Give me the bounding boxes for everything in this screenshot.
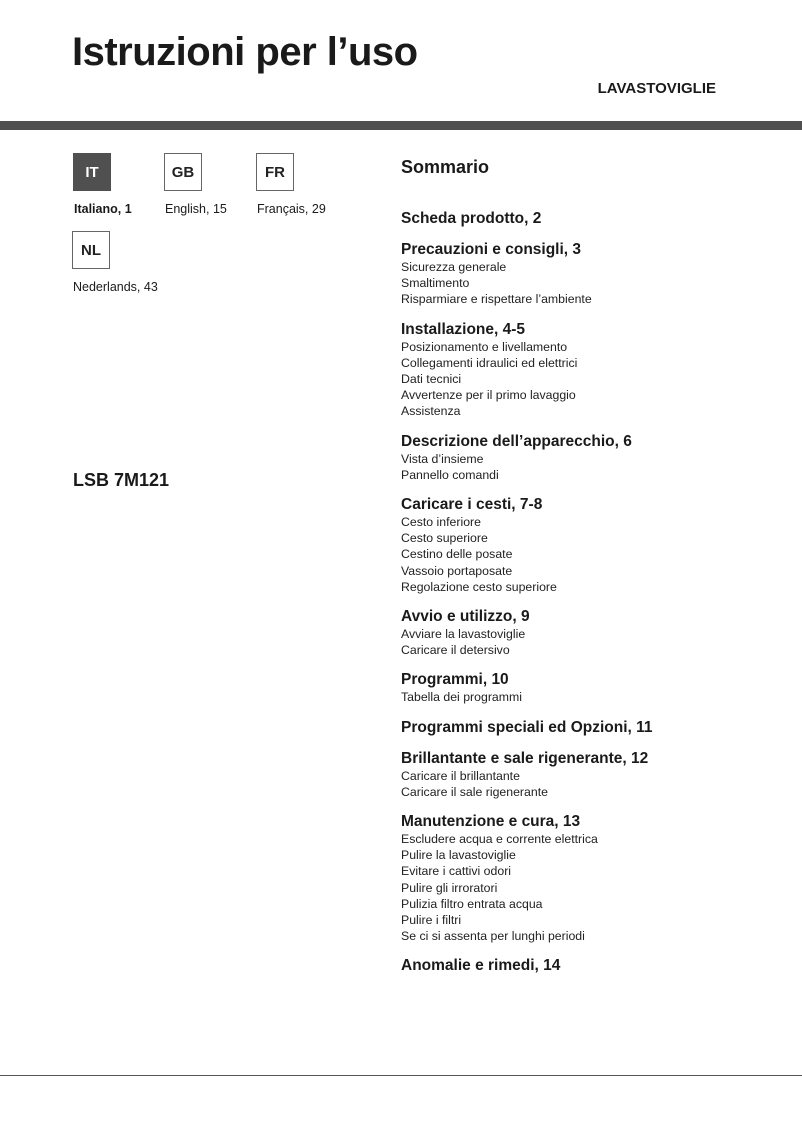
language-code-box[interactable]: IT xyxy=(73,153,111,191)
toc-section-title[interactable]: Installazione, 4-5 xyxy=(401,320,526,338)
toc-subitem[interactable]: Cestino delle posate xyxy=(401,547,513,562)
model-number: LSB 7M121 xyxy=(73,470,170,490)
toc-subitem[interactable]: Caricare il brillantante xyxy=(401,768,520,783)
toc-section xyxy=(401,956,781,975)
toc-subitem[interactable]: Dati tecnici xyxy=(401,372,462,387)
page-title: Istruzioni per l’uso xyxy=(72,30,418,74)
toc-section xyxy=(401,320,781,420)
toc-subitem[interactable]: Pulire gli irroratori xyxy=(401,880,498,895)
toc-subitem[interactable]: Pannello comandi xyxy=(401,467,499,482)
toc-section xyxy=(401,749,781,800)
toc-section-title[interactable]: Programmi, 10 xyxy=(401,671,509,689)
toc-subitem[interactable]: Tabella dei programmi xyxy=(401,690,522,705)
toc-subitem[interactable]: Cesto inferiore xyxy=(401,515,481,530)
table-of-contents xyxy=(401,209,781,987)
toc-section xyxy=(401,240,781,308)
toc-subitem[interactable]: Sicurezza generale xyxy=(401,260,507,274)
toc-section-title[interactable]: Descrizione dell’apparecchio, 6 xyxy=(401,432,632,450)
toc-section-title[interactable]: Avvio e utilizzo, 9 xyxy=(401,608,530,626)
toc-section xyxy=(401,607,781,658)
language-nl[interactable] xyxy=(72,231,158,294)
language-label[interactable]: Nederlands, 43 xyxy=(73,280,158,294)
toc-subitem[interactable]: Pulire i filtri xyxy=(401,913,462,928)
toc-section xyxy=(401,812,781,944)
toc-subitem[interactable]: Vista d’insieme xyxy=(401,451,484,466)
toc-subitem[interactable]: Risparmiare e rispettare l’ambiente xyxy=(401,292,592,307)
toc-section-title[interactable]: Anomalie e rimedi, 14 xyxy=(401,957,561,975)
toc-section xyxy=(401,432,781,483)
language-code-box[interactable]: FR xyxy=(256,153,294,191)
language-label[interactable]: English, 15 xyxy=(165,202,227,216)
header-divider xyxy=(0,121,802,130)
language-label[interactable]: Italiano, 1 xyxy=(74,202,132,216)
toc-subitem[interactable]: Escludere acqua e corrente elettrica xyxy=(401,832,598,847)
toc-section-title[interactable]: Precauzioni e consigli, 3 xyxy=(401,241,582,258)
toc-subitem[interactable]: Pulizia filtro entrata acqua xyxy=(401,896,543,911)
footer-divider xyxy=(0,1075,802,1076)
toc-subitem[interactable]: Caricare il detersivo xyxy=(401,643,510,658)
toc-subitem[interactable]: Pulire la lavastoviglie xyxy=(401,848,516,863)
language-code-box[interactable]: GB xyxy=(164,153,202,191)
toc-section-title[interactable]: Scheda prodotto, 2 xyxy=(401,210,542,227)
toc-section-title[interactable]: Manutenzione e cura, 13 xyxy=(401,813,581,831)
toc-heading: Sommario xyxy=(401,157,490,177)
toc-section-title[interactable]: Programmi speciali ed Opzioni, 11 xyxy=(401,718,653,736)
toc-subitem[interactable]: Se ci si assenta per lunghi periodi xyxy=(401,929,585,944)
toc-subitem[interactable]: Cesto superiore xyxy=(401,531,488,546)
language-gb[interactable] xyxy=(164,153,227,216)
language-code-box[interactable]: NL xyxy=(72,231,110,269)
language-fr[interactable] xyxy=(256,153,326,216)
toc-subitem[interactable]: Regolazione cesto superiore xyxy=(401,579,557,594)
toc-subitem[interactable]: Avvertenze per il primo lavaggio xyxy=(401,388,576,403)
toc-subitem[interactable]: Vassoio portaposate xyxy=(401,563,513,578)
toc-subitem[interactable]: Smaltimento xyxy=(401,276,470,291)
toc-section xyxy=(401,209,781,228)
toc-section xyxy=(401,670,781,705)
toc-subitem[interactable]: Posizionamento e livellamento xyxy=(401,339,568,354)
toc-subitem[interactable]: Evitare i cattivi odori xyxy=(401,864,512,879)
language-label[interactable]: Français, 29 xyxy=(257,202,326,216)
toc-section xyxy=(401,495,781,595)
toc-section-title[interactable]: Caricare i cesti, 7-8 xyxy=(401,496,543,514)
toc-subitem[interactable]: Collegamenti idraulici ed elettrici xyxy=(401,355,578,370)
toc-section-title[interactable]: Brillantante e sale rigenerante, 12 xyxy=(401,749,649,767)
product-category: LAVASTOVIGLIE xyxy=(597,80,716,97)
toc-subitem[interactable]: Caricare il sale rigenerante xyxy=(401,784,548,799)
language-it[interactable] xyxy=(73,153,132,216)
toc-subitem[interactable]: Assistenza xyxy=(401,404,461,419)
toc-section xyxy=(401,718,781,737)
toc-subitem[interactable]: Avviare la lavastoviglie xyxy=(401,627,526,642)
